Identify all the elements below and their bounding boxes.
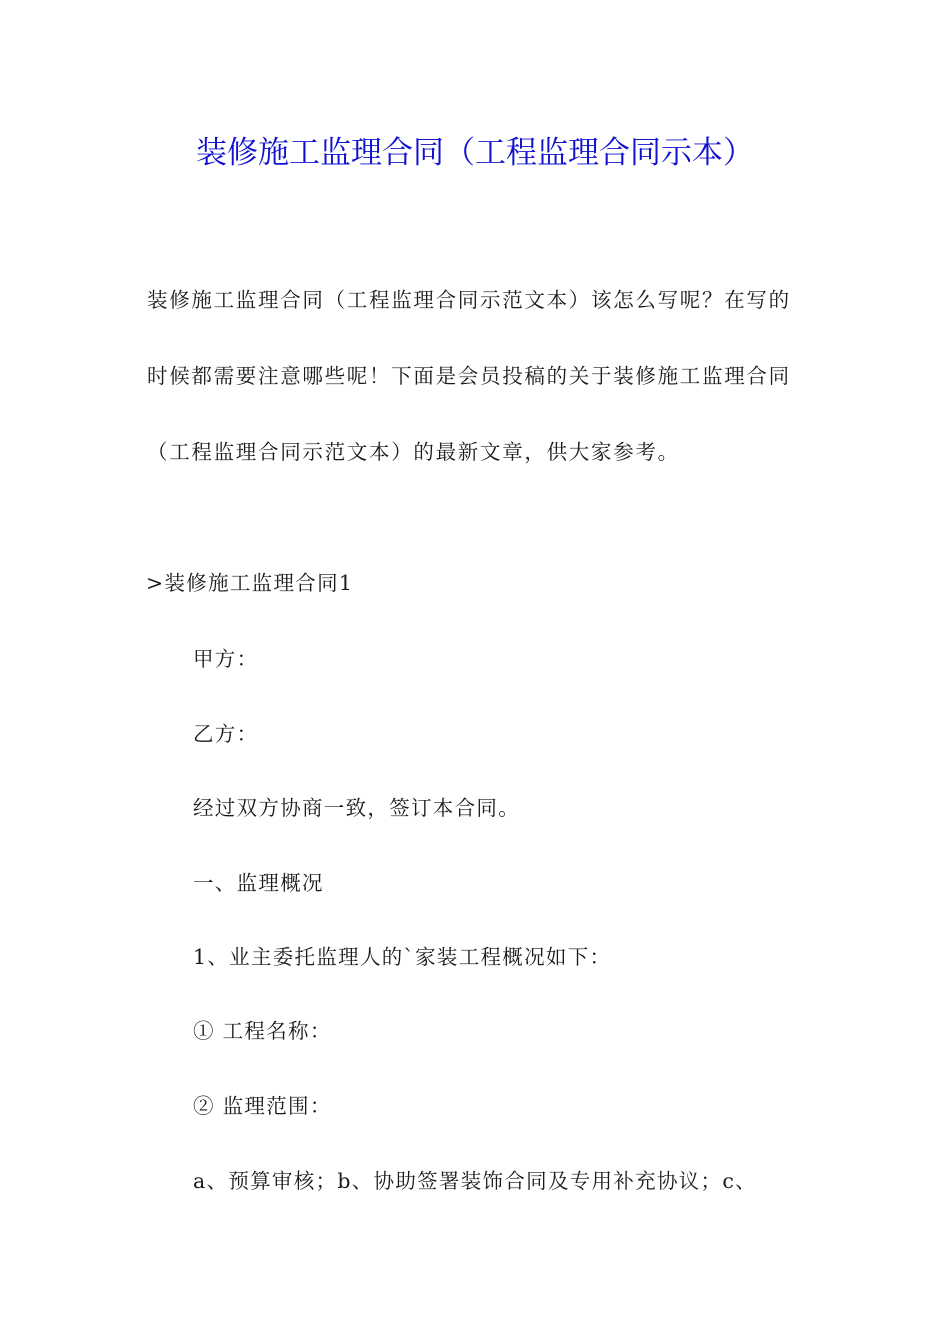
project-name-line: ① 工程名称： bbox=[193, 1019, 332, 1043]
party-b-line: 乙方： bbox=[193, 722, 259, 746]
intro-paragraph: 装修施工监理合同（工程监理合同示范文本）该怎么写呢？在写的时候都需要注意哪些呢！下面是会员投稿的关于装修施工监理合同（工程监理合同示范文本）的最新文章，供大家参考。 bbox=[147, 288, 791, 464]
agreement-line: 经过双方协商一致，签订本合同。 bbox=[193, 796, 520, 820]
party-a-line: 甲方： bbox=[193, 647, 259, 671]
section-one-heading: 一、监理概况 bbox=[193, 871, 324, 895]
clause-1-line: 1、业主委托监理人的`家装工程概况如下： bbox=[193, 945, 612, 969]
supervision-scope-line: ② 监理范围： bbox=[193, 1094, 332, 1118]
section-heading: >装修施工监理合同1 bbox=[146, 571, 354, 595]
document-title: 装修施工监理合同（工程监理合同示本） bbox=[196, 135, 754, 171]
scope-items-line: a、预算审核；b、协助签署装饰合同及专用补充协议；c、 bbox=[193, 1169, 757, 1193]
